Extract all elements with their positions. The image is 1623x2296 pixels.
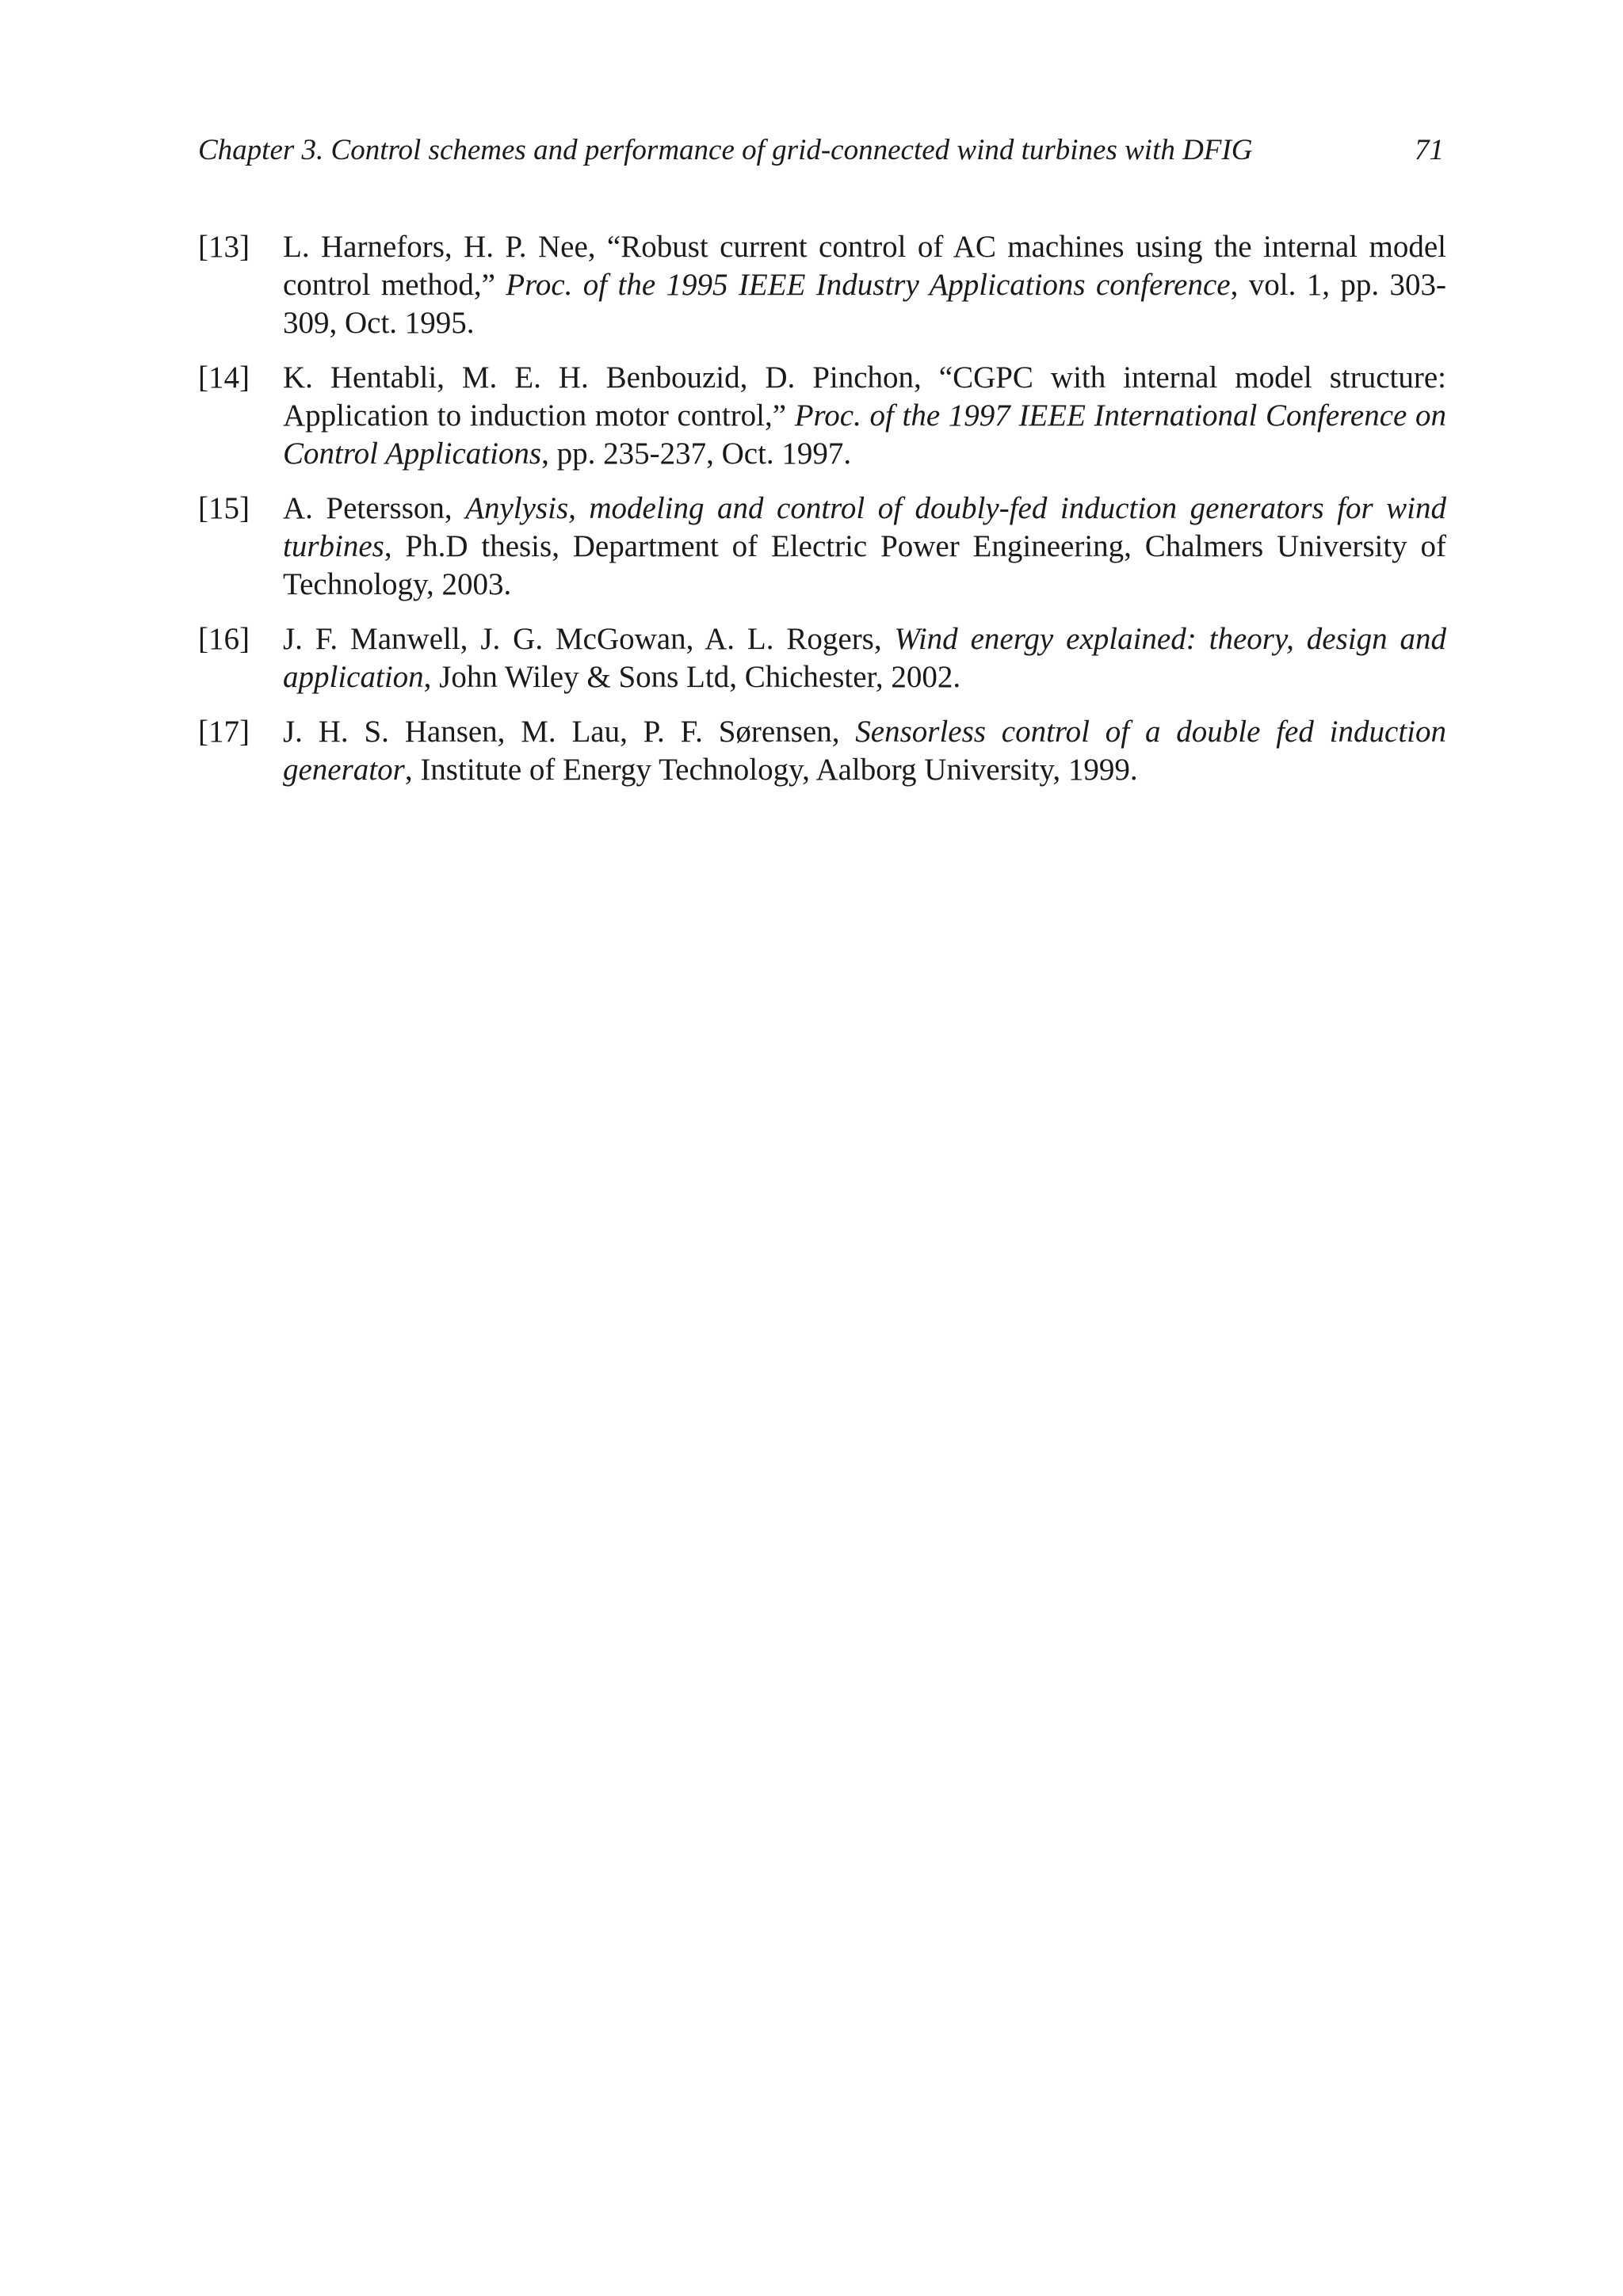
reference-authors: K. Hentabli, M. E. H. Benbouzid, D. Pinchon, “CGPC with internal model structure: Application to induction motor control,” <box>283 360 1446 433</box>
reference-item <box>198 228 1446 342</box>
reference-number: [13] <box>198 230 250 264</box>
reference-text <box>283 713 1446 789</box>
reference-number: [17] <box>198 715 250 749</box>
reference-number: [16] <box>198 622 250 656</box>
reference-venue: Proc. of the 1997 IEEE International Conference on Control Applications <box>283 399 1446 471</box>
reference-details: , Institute of Energy Technology, Aalborg University, 1999. <box>404 753 1138 787</box>
reference-item <box>198 620 1446 696</box>
reference-authors: J. H. S. Hansen, M. Lau, P. F. Sørensen, <box>283 715 856 749</box>
reference-item <box>198 359 1446 473</box>
reference-number: [14] <box>198 360 250 395</box>
reference-authors: L. Harnefors, H. P. Nee, “Robust current control of AC machines using the internal model control method,” <box>283 230 1446 302</box>
reference-item <box>198 713 1446 789</box>
reference-list <box>198 228 1446 806</box>
reference-details: , vol. 1, pp. 303-309, Oct. 1995. <box>283 268 1447 340</box>
reference-authors: A. Petersson, <box>283 491 466 525</box>
reference-venue: Sensorless control of a double fed induction generator <box>283 715 1446 787</box>
reference-venue: Anylysis, modeling and control of doubly-fed induction generators for wind turbines <box>283 491 1446 563</box>
reference-text <box>283 228 1446 342</box>
reference-text <box>283 490 1446 604</box>
reference-venue: Wind energy explained: theory, design and application <box>283 622 1446 694</box>
page-number: 71 <box>1415 134 1444 166</box>
reference-text <box>283 359 1446 473</box>
reference-details: , pp. 235-237, Oct. 1997. <box>541 437 852 471</box>
reference-authors: J. F. Manwell, J. G. McGowan, A. L. Rogers, <box>283 622 895 656</box>
reference-venue: Proc. of the 1995 IEEE Industry Applications conference <box>506 268 1231 302</box>
reference-text <box>283 620 1446 696</box>
reference-item <box>198 490 1446 604</box>
reference-details: , John Wiley & Sons Ltd, Chichester, 2002. <box>423 660 961 694</box>
reference-number: [15] <box>198 491 250 525</box>
reference-details: , Ph.D thesis, Department of Electric Power Engineering, Chalmers University of Technology, 2003. <box>283 529 1446 601</box>
chapter-title: Chapter 3. Control schemes and performance of grid-connected wind turbines with DFIG <box>198 134 1253 166</box>
running-header <box>198 132 1444 170</box>
